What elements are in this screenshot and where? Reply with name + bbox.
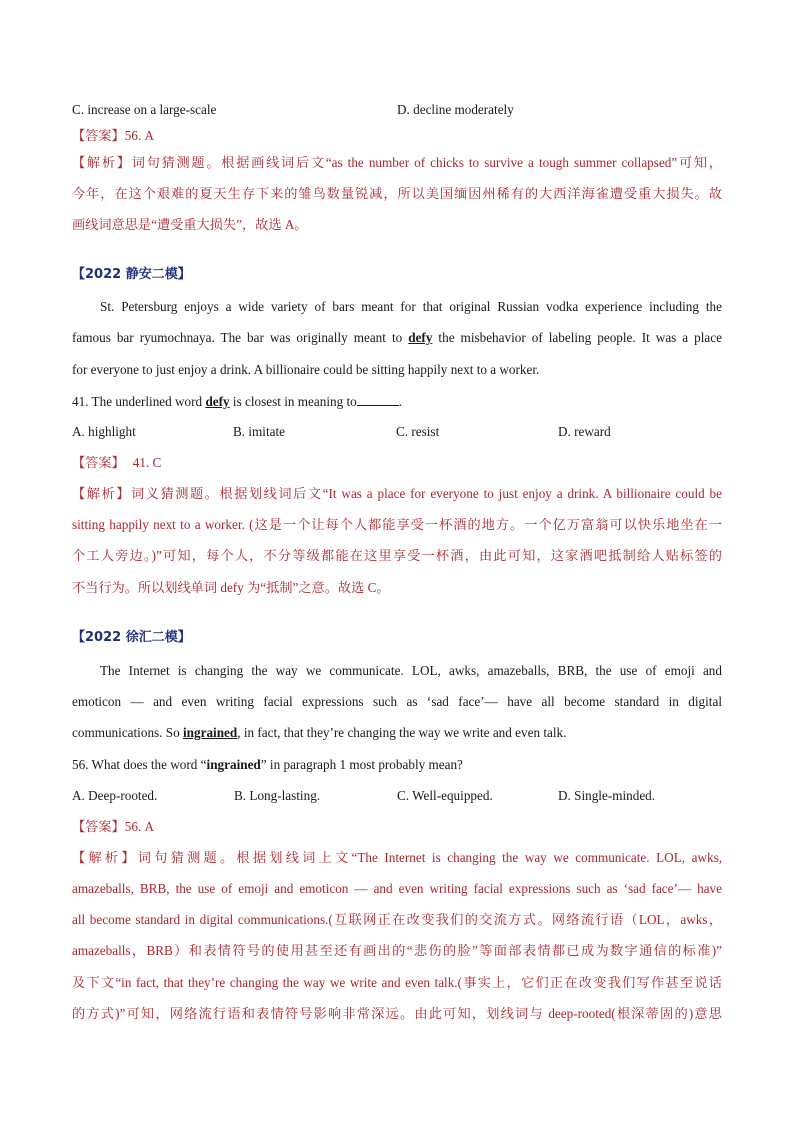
analysis-line: 个工人旁边。)”可知，每个人，不分等级都能在这里享受一杯酒，由此可知，这家酒吧抵制给人贴标签的: [72, 548, 722, 563]
analysis-line: sitting happily next to a worker. (这是一个让每个人都能享受一杯酒的地方。一个亿万富翁可以快乐地坐在一: [72, 517, 722, 532]
underlined-word: ingrained: [183, 725, 238, 740]
analysis-line: amazeballs, BRB, the use of emoji and emoticon — and even writing facial expressions such as ‘sad face’— have: [72, 881, 722, 896]
option-d: D. decline moderately: [397, 102, 514, 117]
analysis-line: 今年，在这个艰难的夏天生存下来的雏鸟数量锐减，所以美国缅因州稀有的大西洋海雀遭受重大损失。故: [72, 186, 722, 201]
answer-tag: 【答案】: [72, 820, 125, 835]
option-a: A. Deep-rooted.: [72, 788, 158, 803]
underlined-word: defy: [205, 394, 230, 409]
option-c: C. increase on a large-scale: [72, 102, 217, 117]
option-c: C. Well-equipped.: [397, 788, 493, 803]
answer-line: [72, 817, 154, 838]
option-b: B. Long-lasting.: [234, 788, 321, 803]
passage-line: The Internet is changing the way we communicate. LOL, awks, amazeballs, BRB, the use of emoji and: [100, 663, 722, 678]
passage-line: emoticon — and even writing facial expressions such as ‘sad face’— have all become standard in digital: [72, 694, 722, 709]
analysis-line: 及下文“in fact, that they’re changing the way we write and even talk.(事实上，它们正在改变我们写作甚至说话: [72, 975, 722, 990]
answer-tag: 【答案】: [72, 456, 125, 471]
answer-line: [72, 126, 154, 147]
underlined-word: defy: [408, 330, 433, 345]
option-a: A. highlight: [72, 424, 136, 439]
option-d: D. reward: [558, 424, 611, 439]
analysis-line: all become standard in digital communications.(互联网正在改变我们的交流方式。网络流行语（LOL，awks，: [72, 912, 722, 927]
key-word: ingrained: [206, 757, 261, 772]
answer-value: 41. C: [132, 455, 162, 470]
analysis-line: 【解析】词句猜测题。根据划线词上文“The Internet is changing the way we communicate. LOL, awks,: [72, 850, 722, 866]
passage-line: famous bar ryumochnaya. The bar was originally meant to defy the misbehavior of labeling people. It was a place: [72, 330, 722, 345]
analysis-line: 画线词意思是“遭受重大损失”，故选 A。: [72, 217, 308, 232]
option-b: B. imitate: [233, 424, 286, 439]
analysis-line: 的方式)”可知，网络流行语和表情符号影响非常深远。由此可知，划线词与 deep-rooted(根深蒂固的)意思: [72, 1006, 722, 1021]
answer-tag: 【答案】: [72, 129, 125, 144]
option-c: C. resist: [396, 424, 440, 439]
passage-line: for everyone to just enjoy a drink. A billionaire could be sitting happily next to a worker.: [72, 362, 540, 377]
analysis-tag: 【解析】: [72, 487, 131, 502]
question: 41. The underlined word defy is closest in meaning to .: [72, 391, 402, 412]
analysis-tag: 【解析】: [72, 156, 132, 171]
analysis-line: 不当行为。所以划线单词 defy 为“抵制”之意。故选 C。: [72, 580, 390, 595]
passage-line: St. Petersburg enjoys a wide variety of bars meant for that original Russian vodka experience including the: [100, 299, 722, 314]
passage-line: communications. So ingrained, in fact, that they’re changing the way we write and even talk.: [72, 725, 567, 740]
analysis-tag: 【解析】: [72, 851, 138, 866]
option-d: D. Single-minded.: [558, 788, 656, 803]
answer-blank: [357, 391, 399, 406]
answer-line: [72, 453, 161, 474]
section-header: 【2022 静安二模】: [72, 267, 191, 282]
question: 56. What does the word “ingrained” in paragraph 1 most probably mean?: [72, 757, 463, 772]
section-header: 【2022 徐汇二模】: [72, 630, 191, 645]
analysis-line: 【解析】词句猜测题。根据画线词后文“as the number of chicks to survive a tough summer collapsed”可知，: [72, 155, 722, 171]
answer-value: 56. A: [124, 128, 155, 143]
analysis-line: 【解析】词义猜测题。根据划线词后文“It was a place for everyone to just enjoy a drink. A billionaire could be: [72, 486, 722, 502]
analysis-line: amazeballs，BRB）和表情符号的使用甚至还有画出的“悲伤的脸”等面部表情都已成为数字通信的标准)”: [72, 943, 722, 958]
answer-value: 56. A: [124, 819, 155, 834]
